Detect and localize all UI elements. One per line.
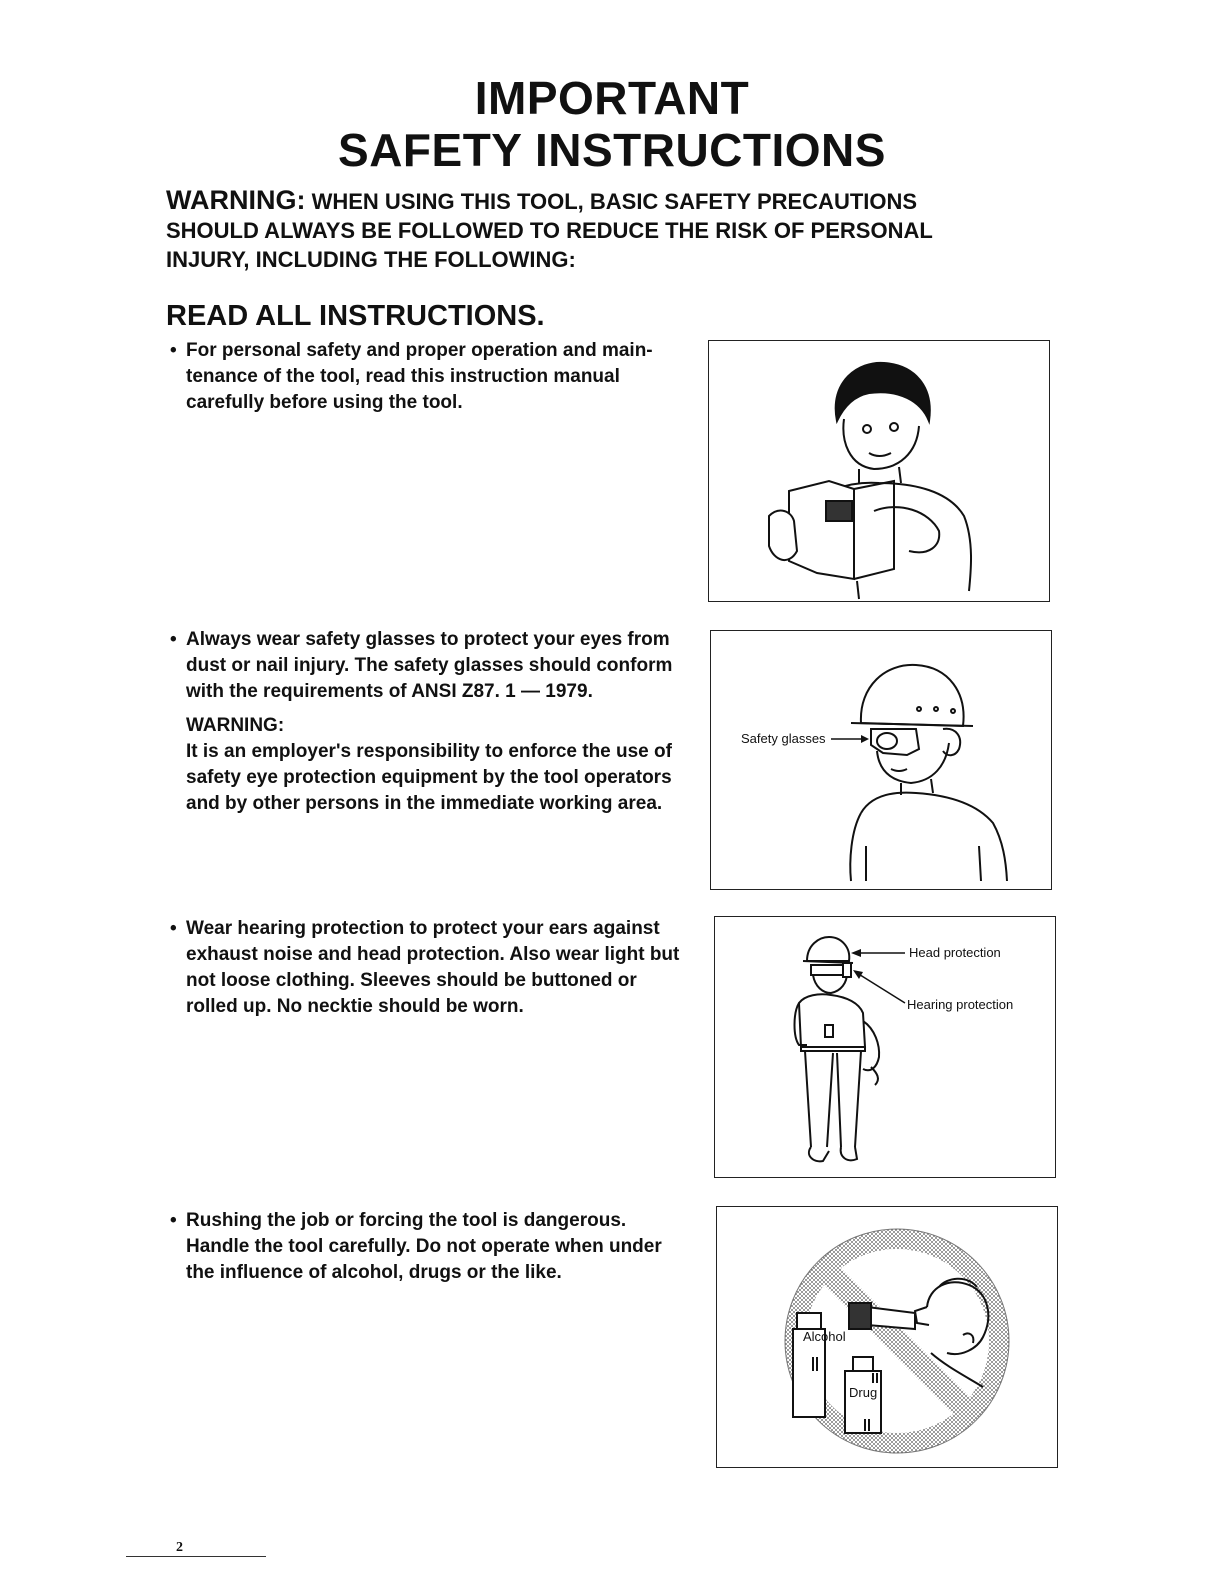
title-line-1: IMPORTANT [474,72,750,124]
safety-glasses-label: Safety glasses [741,731,826,746]
person-wearing-glasses-illustration [711,631,1051,889]
instruction-text: For personal safety and proper operation and main-tenance of the tool, read this instruction manual carefully before using the tool. [186,340,653,413]
figure-no-alcohol-drugs [716,1206,1058,1468]
instruction-item-safety-glasses [170,627,680,817]
general-warning-line-3: INJURY, INCLUDING THE FOLLOWING: [166,247,576,272]
bullet-icon: • [170,918,177,939]
hearing-protection-label: Hearing protection [907,997,1014,1012]
bullet-icon: • [170,629,177,650]
instruction-text: Wear hearing protection to protect your ears against exhaust noise and head protection. Also wear light but not loose clothing. Sleeves should be buttoned or rolled up. No necktie should be worn. [186,918,680,1017]
page-footer-rule [126,1556,266,1557]
figure-hearing-head-protection [714,916,1056,1178]
section-heading: READ ALL INSTRUCTIONS. [166,300,545,332]
general-warning-line-2: SHOULD ALWAYS BE FOLLOWED TO REDUCE THE RISK OF PERSONAL [166,218,933,243]
general-warning-label: WARNING: [166,185,306,215]
general-warning-line-1: WHEN USING THIS TOOL, BASIC SAFETY PRECAUTIONS [311,189,918,214]
sub-warning-text: It is an employer's responsibility to enforce the use of safety eye protection equipment by the tool operators and by other persons in the immediate working area. [186,741,672,814]
general-warning [166,186,1056,274]
instruction-item-no-alcohol-drugs [170,1208,680,1286]
page-title [0,72,1224,176]
alcohol-label: Alcohol [803,1329,846,1344]
instruction-text: Always wear safety glasses to protect your eyes from dust or nail injury. The safety glasses should conform with the requirements of ANSI Z87. 1 — 1979. [186,629,673,702]
sub-warning-label: WARNING: [186,715,285,736]
instruction-item-read-manual [170,338,680,416]
title-line-2: SAFETY INSTRUCTIONS [338,124,886,176]
person-reading-illustration [709,341,1049,601]
head-protection-label: Head protection [909,945,1001,960]
figure-safety-glasses [710,630,1052,890]
instruction-item-hearing-protection [170,916,680,1020]
figure-reading-manual [708,340,1050,602]
page-number: 2 [176,1540,183,1555]
person-with-protection-illustration [715,917,1055,1177]
instruction-text: Rushing the job or forcing the tool is dangerous. Handle the tool carefully. Do not operate when under the influence of alcohol, drugs or the like. [186,1210,662,1283]
prohibition-illustration [717,1207,1057,1467]
bullet-icon: • [170,340,177,361]
bullet-icon: • [170,1210,177,1231]
drug-label: Drug [849,1385,878,1400]
